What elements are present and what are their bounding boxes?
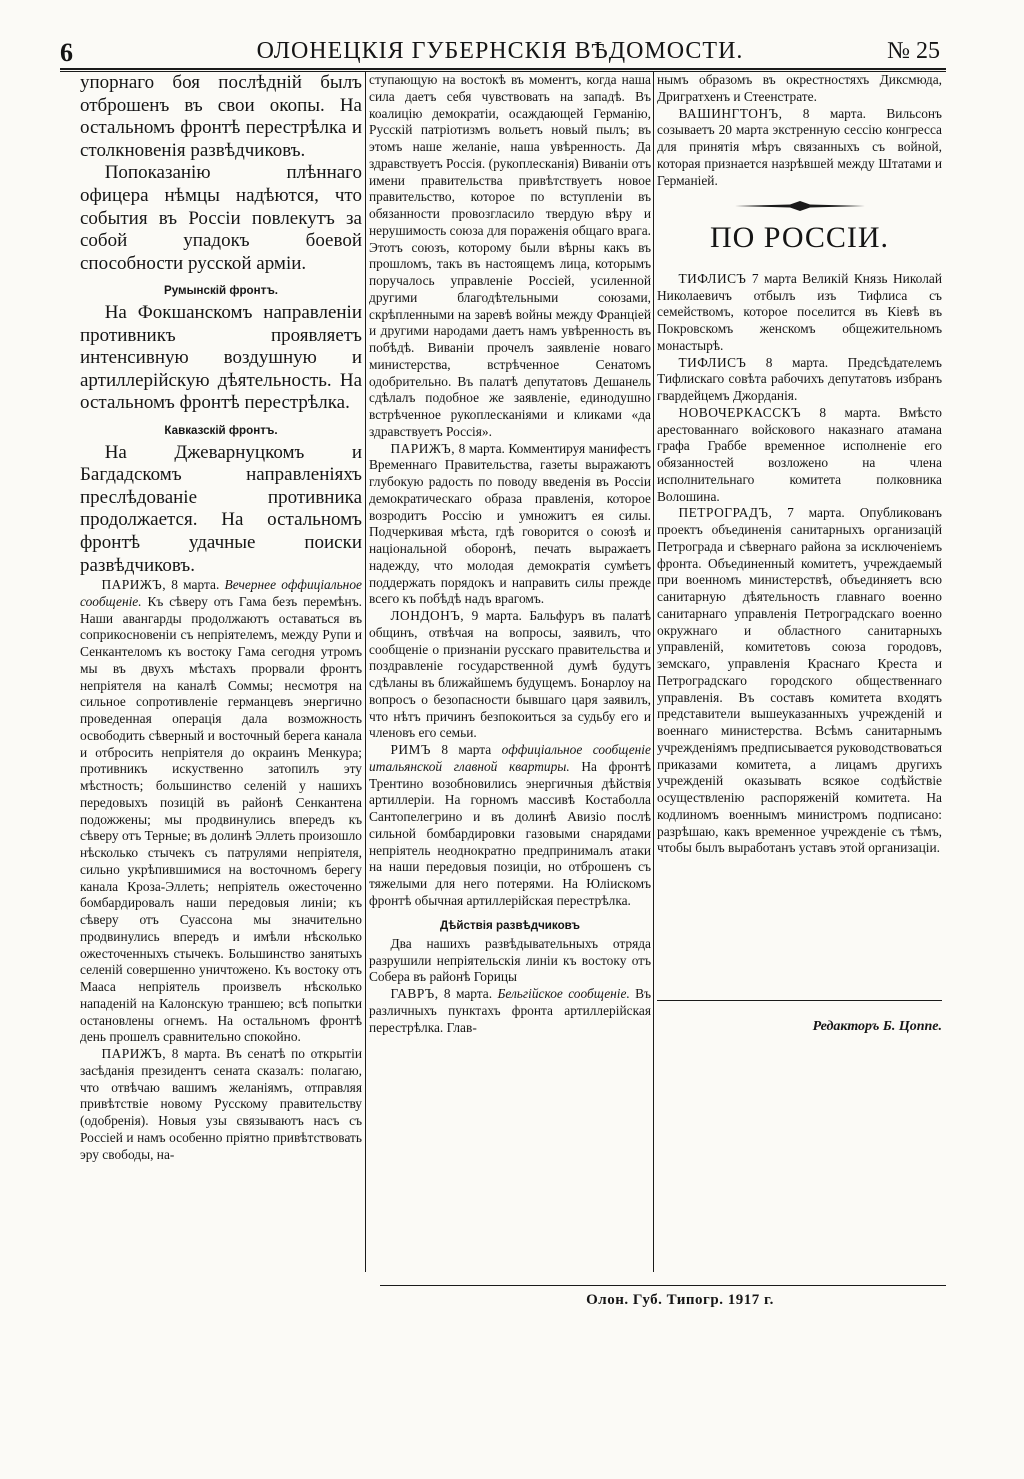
news-text: Предсѣдателемъ Тифлискаго совѣта рабочихъ депутатовъ избранъ гвардейцемъ Джорданія. (657, 354, 942, 403)
news-item (80, 577, 362, 1046)
dateline-date: 7 марта. (787, 505, 845, 521)
section-heading-caucasian-front: Кавказскій фронтъ. (164, 424, 278, 438)
news-text: Опубликованъ проектъ объединенія санитарныхъ организацій Петрограда и сѣвернаго района за исключеніемъ фронта. Объединенный комитетъ, учреждаемый при военномъ министерствѣ, объединяетъ всю санитарную дѣятельность главнаго военно санитарнаго управленія Петроградскаго военно окружнаго и областного санитарныхъ управленій, комитетовъ союза городовъ, земскаго, управленія Краснаго Креста и Петроградскаго городского общественнаго управленія. Въ составъ комитета входятъ представители вышеуказанныхъ учрежденій и военнаго министерства. Всѣмъ санитарнымъ учрежденіямъ предписывается руководствоваться приказами комитета, а лицамъ другихъ учрежденій оказывать всякое содѣйствіе осуществленію распоряженій комитета. На кодлиномъ военнымъ министромъ подписано: разрѣшаю, какъ временное учрежденіе съ тѣмъ, чтобы былъ выработанъ уставъ этой организаціи. (657, 505, 942, 856)
dateline-date: 8 марта. (802, 105, 866, 121)
dateline-date: 8 марта. (765, 354, 829, 370)
dateline-date: 9 марта. (471, 608, 522, 623)
dateline-source: оффиціальное сообщеніе итальянской главной квартиры. (369, 742, 651, 774)
column-3 (657, 72, 942, 972)
column-2 (369, 72, 651, 1272)
editor-signature: Редакторъ Б. Цоппе. (812, 1019, 942, 1034)
news-item (657, 505, 942, 857)
dateline-city: ВАШИНГТОНЪ, (678, 105, 783, 121)
paragraph: На Джеварнуцкомъ и Багдадскомъ направленіяхъ преслѣдованіе противника продолжается. На остальномъ фронтѣ удачные поиски развѣдчиковъ. (80, 441, 362, 576)
dateline-date: 8 марта. (443, 986, 493, 1002)
news-item (657, 106, 942, 190)
dateline-city: НОВОЧЕРКАССКЪ (678, 404, 802, 420)
dateline-source: Вечернее оффиціальное сообщеніе. (80, 577, 362, 609)
dateline-date: 8 марта. (171, 577, 220, 593)
dateline-date: 8 марта. (171, 1046, 221, 1062)
news-text: Великій Князь Николай Николаевичъ отбылъ изъ Тифлиса съ семействомъ, которое поселится въ Кіевѣ въ Покровскомъ женскомъ общежительномъ монастырѣ. (657, 270, 942, 353)
news-item (657, 355, 942, 405)
news-item (657, 405, 942, 506)
footer-rule (380, 1285, 946, 1286)
dateline-city: ПАРИЖЪ, (101, 1046, 167, 1062)
news-text: Комментируя манифестъ Временнаго Правительства, газеты выражаютъ глубокую радость по поводу введенія въ Россіи демократическаго образа правленія, которое возродитъ Россію и умножитъ ея силы. Подчеркивая мѣста, гдѣ говорится о союзѣ и національной оборонѣ, печать выражаетъ надежду, что молодая демократія сумѣетъ поддержать порядокъ и направить силы прежде всего къ побѣдѣ надъ врагомъ. (369, 440, 651, 607)
paragraph: Попоказанію плѣннаго офицера нѣмцы надѣются, что события въ Россіи повлекутъ за собой упадокъ боевой способности русской арміи. (80, 162, 362, 274)
news-item (369, 441, 651, 609)
paragraph: Два нашихъ развѣдывательныхъ отряда разрушили непріятельскія линіи къ востоку отъ Собера въ районѣ Горицы (369, 935, 651, 985)
news-item (369, 608, 651, 742)
signature-rule (657, 1000, 942, 1001)
dateline-source: Бельгійское сообщеніе. (497, 986, 630, 1002)
section-heading-romanian-front: Румынскій фронтъ. (164, 284, 278, 298)
header-rule (60, 68, 946, 70)
news-text: Къ сѣверу отъ Гама безъ перемѣнъ. Наши авангарды продолжаютъ оставаться въ соприкосновеніи съ непріятелемъ, между Рупи и Сенкантеломъ къ востоку Гама сегодня утромъ мы въ двухъ мѣстахъ прорвали фронтъ непріятеля на каналѣ Соммы; несмотря на сильное сопротивленіе германцевъ энергично проведенная операція дала возможность освободить сѣверный и восточный берега канала и отбросить непріятеля до окраинъ Менкура; противникъ искуственно затопилъ эту мѣстность; большинство селеній у нашихъ передовыхъ позицій въ районѣ Сенкантена подожжены; мы продвинулись впередъ къ сѣверу отъ Терные; въ долинѣ Эллеть произошло нѣсколько стычекъ съ патрулями непріятеля, сильно укрѣпившимися на восточномъ берегу канала Кроза-Эллеть; непріятель ожесточенно бомбардировалъ наши передовыя линіи; къ сѣверу отъ Суассона мы значительно продвинулись впередъ и имѣли нѣсколько ожесточенныхъ стычекъ. Большинство занятыхъ селеній совершенно уничтожено. Къ востоку отъ Мааса непріятель произвелъ нѣсколько нападеній на Калонскую траншею; всѣ попытки остановлены огнемъ. На остальномъ фронтѣ день прошелъ сравнительно спокойно. (80, 593, 362, 1045)
dateline-date: 7 марта (751, 270, 797, 286)
printer-imprint: Олон. Губ. Типогр. 1917 г. (586, 1292, 774, 1308)
page-header (60, 38, 940, 68)
dateline-city: ТИФЛИСЪ (678, 270, 747, 286)
dateline-city: ТИФЛИСЪ (678, 354, 747, 370)
dateline-date: 8 марта (441, 742, 492, 757)
news-item (657, 271, 942, 355)
paragraph: упорнаго боя послѣдній былъ отброшенъ въ свои окопы. На остальномъ фронтѣ перестрѣлка и столкновенія развѣдчиковъ. (80, 72, 362, 161)
news-item (80, 1046, 362, 1163)
ornamental-divider (657, 199, 942, 213)
dateline-city: ГАВРЪ, (390, 986, 439, 1002)
dateline-city: ПЕТРОГРАДЪ, (678, 505, 773, 521)
paragraph: На Фокшанскомъ направленіи противникъ проявляетъ интенсивную воздушную и артиллерійскую дѣятельность. На остальномъ фронтѣ перестрѣлка. (80, 301, 362, 414)
dateline-city: ЛОНДОНЪ, (390, 608, 465, 623)
dateline-date: 8 марта. (819, 404, 881, 420)
news-item (369, 986, 651, 1036)
newspaper-title: ОЛОНЕЦКІЯ ГУБЕРНСКІЯ ВѢДОМОСТИ. (256, 38, 744, 64)
news-text: На фронтѣ Трентино возобновились энергичныя дѣйствія артиллеріи. На горномъ массивѣ Костаболла Сантопелегрино и въ долинѣ Авизіо послѣ сильной бомбардировки газовыми снарядами непріятель неоднократно предпринималъ атаки на наши передовыя позиціи, но отброшенъ съ тяжелыми для него потерями. На Юліискомъ фронтѣ обычная артиллерійская перестрѣлка. (369, 758, 651, 908)
dateline-city: РИМЪ (390, 742, 431, 757)
page-number: 6 (60, 38, 73, 67)
issue-number: № 25 (887, 38, 940, 64)
column-rule-2 (653, 72, 654, 1272)
news-text: Вильсонъ созываетъ 20 марта экстренную сессію конгресса для принятія мѣръ связанныхъ съ войной, которая признается назрѣвшей между Штатами и Германіей. (657, 105, 942, 188)
paragraph: ступающую на востокѣ въ моментъ, когда наша сила даетъ себя чувствовать на западѣ. Въ коалицію демократіи, осаждающей Германію, Русскій патріотизмъ вольетъ новый пылъ; въ этомъ наше желаніе, наша увѣренность. Да здравствуетъ Россія. (рукоплесканія) Виваніи отъ имени правительства привѣтствуетъ новое правительство, которое по вступленіи въ обязанности провозгласило твердую вѣру и нерушимость союза для пораженія общаго врага. Этотъ союзъ, которому были вѣрны какъ въ прошломъ, такъ въ настоящемъ лица, которымъ поручалось управленіе Россіей, усиленной другими благодѣтельными союзами, скрѣпленными на заревѣ войны между Франціей и другими народами даетъ намъ увѣренность въ побѣдѣ. Виваніи прочелъ заявленіе новаго министерства, встрѣченное Сенатомъ одобрительно. Въ палатѣ депутатовъ Дешанель сдѣлалъ подобное же заявленіе, единодушно встрѣченное рукоплесканіями и кликами «да здравствуетъ Россія». (369, 72, 651, 439)
news-text: Въ различныхъ пунктахъ фронта артиллерійская перестрѣлка. Глав- (369, 986, 651, 1035)
news-text: Вмѣсто арестованнаго войскового наказнаго атамана графа Граббе временное исполненіе его обязанностей возложено на члена исполнительнаго комитета полковника Волошина. (657, 404, 942, 504)
dateline-city: ПАРИЖЪ, (390, 440, 456, 456)
paragraph: нымъ образомъ въ окрестностяхъ Диксмюда, Дригратхенъ и Стеенстрате. (657, 72, 942, 104)
ornament-icon (735, 199, 865, 213)
news-text: Въ сенатѣ по открытіи засѣданія президентъ сената сказалъ: полагаю, что отвѣчаю вашимъ желаніямъ, отправляя привѣтствіе новому Русскому правительству (одобренія). Новыя узы связываютъ насъ съ Россіей и намъ особенно пріятно привѣтствовать эру свободы, на- (80, 1046, 362, 1162)
dateline-city: ПАРИЖЪ, (101, 577, 167, 593)
column-rule-1 (365, 72, 366, 1272)
news-text: Бальфуръ въ палатѣ общинъ, отвѣчая на вопросы, заявилъ, что сообщеніе о признаніи русскаго правительства и поздравленіе государственной думѣ будутъ сдѣланы въ ближайшемъ будущемъ. Бонарлоу на вопросъ о безопасности бывшаго царя заявилъ, что нѣтъ причинъ безпокоиться за судьбу его и членовъ его семьи. (369, 608, 651, 741)
dateline-date: 8 марта. (458, 440, 505, 456)
section-title-russia: ПО РОССІИ. (709, 221, 890, 255)
column-1 (80, 72, 362, 1272)
news-item (369, 742, 651, 910)
section-heading-scouts: Дѣйствія развѣдчиковъ (440, 918, 580, 932)
